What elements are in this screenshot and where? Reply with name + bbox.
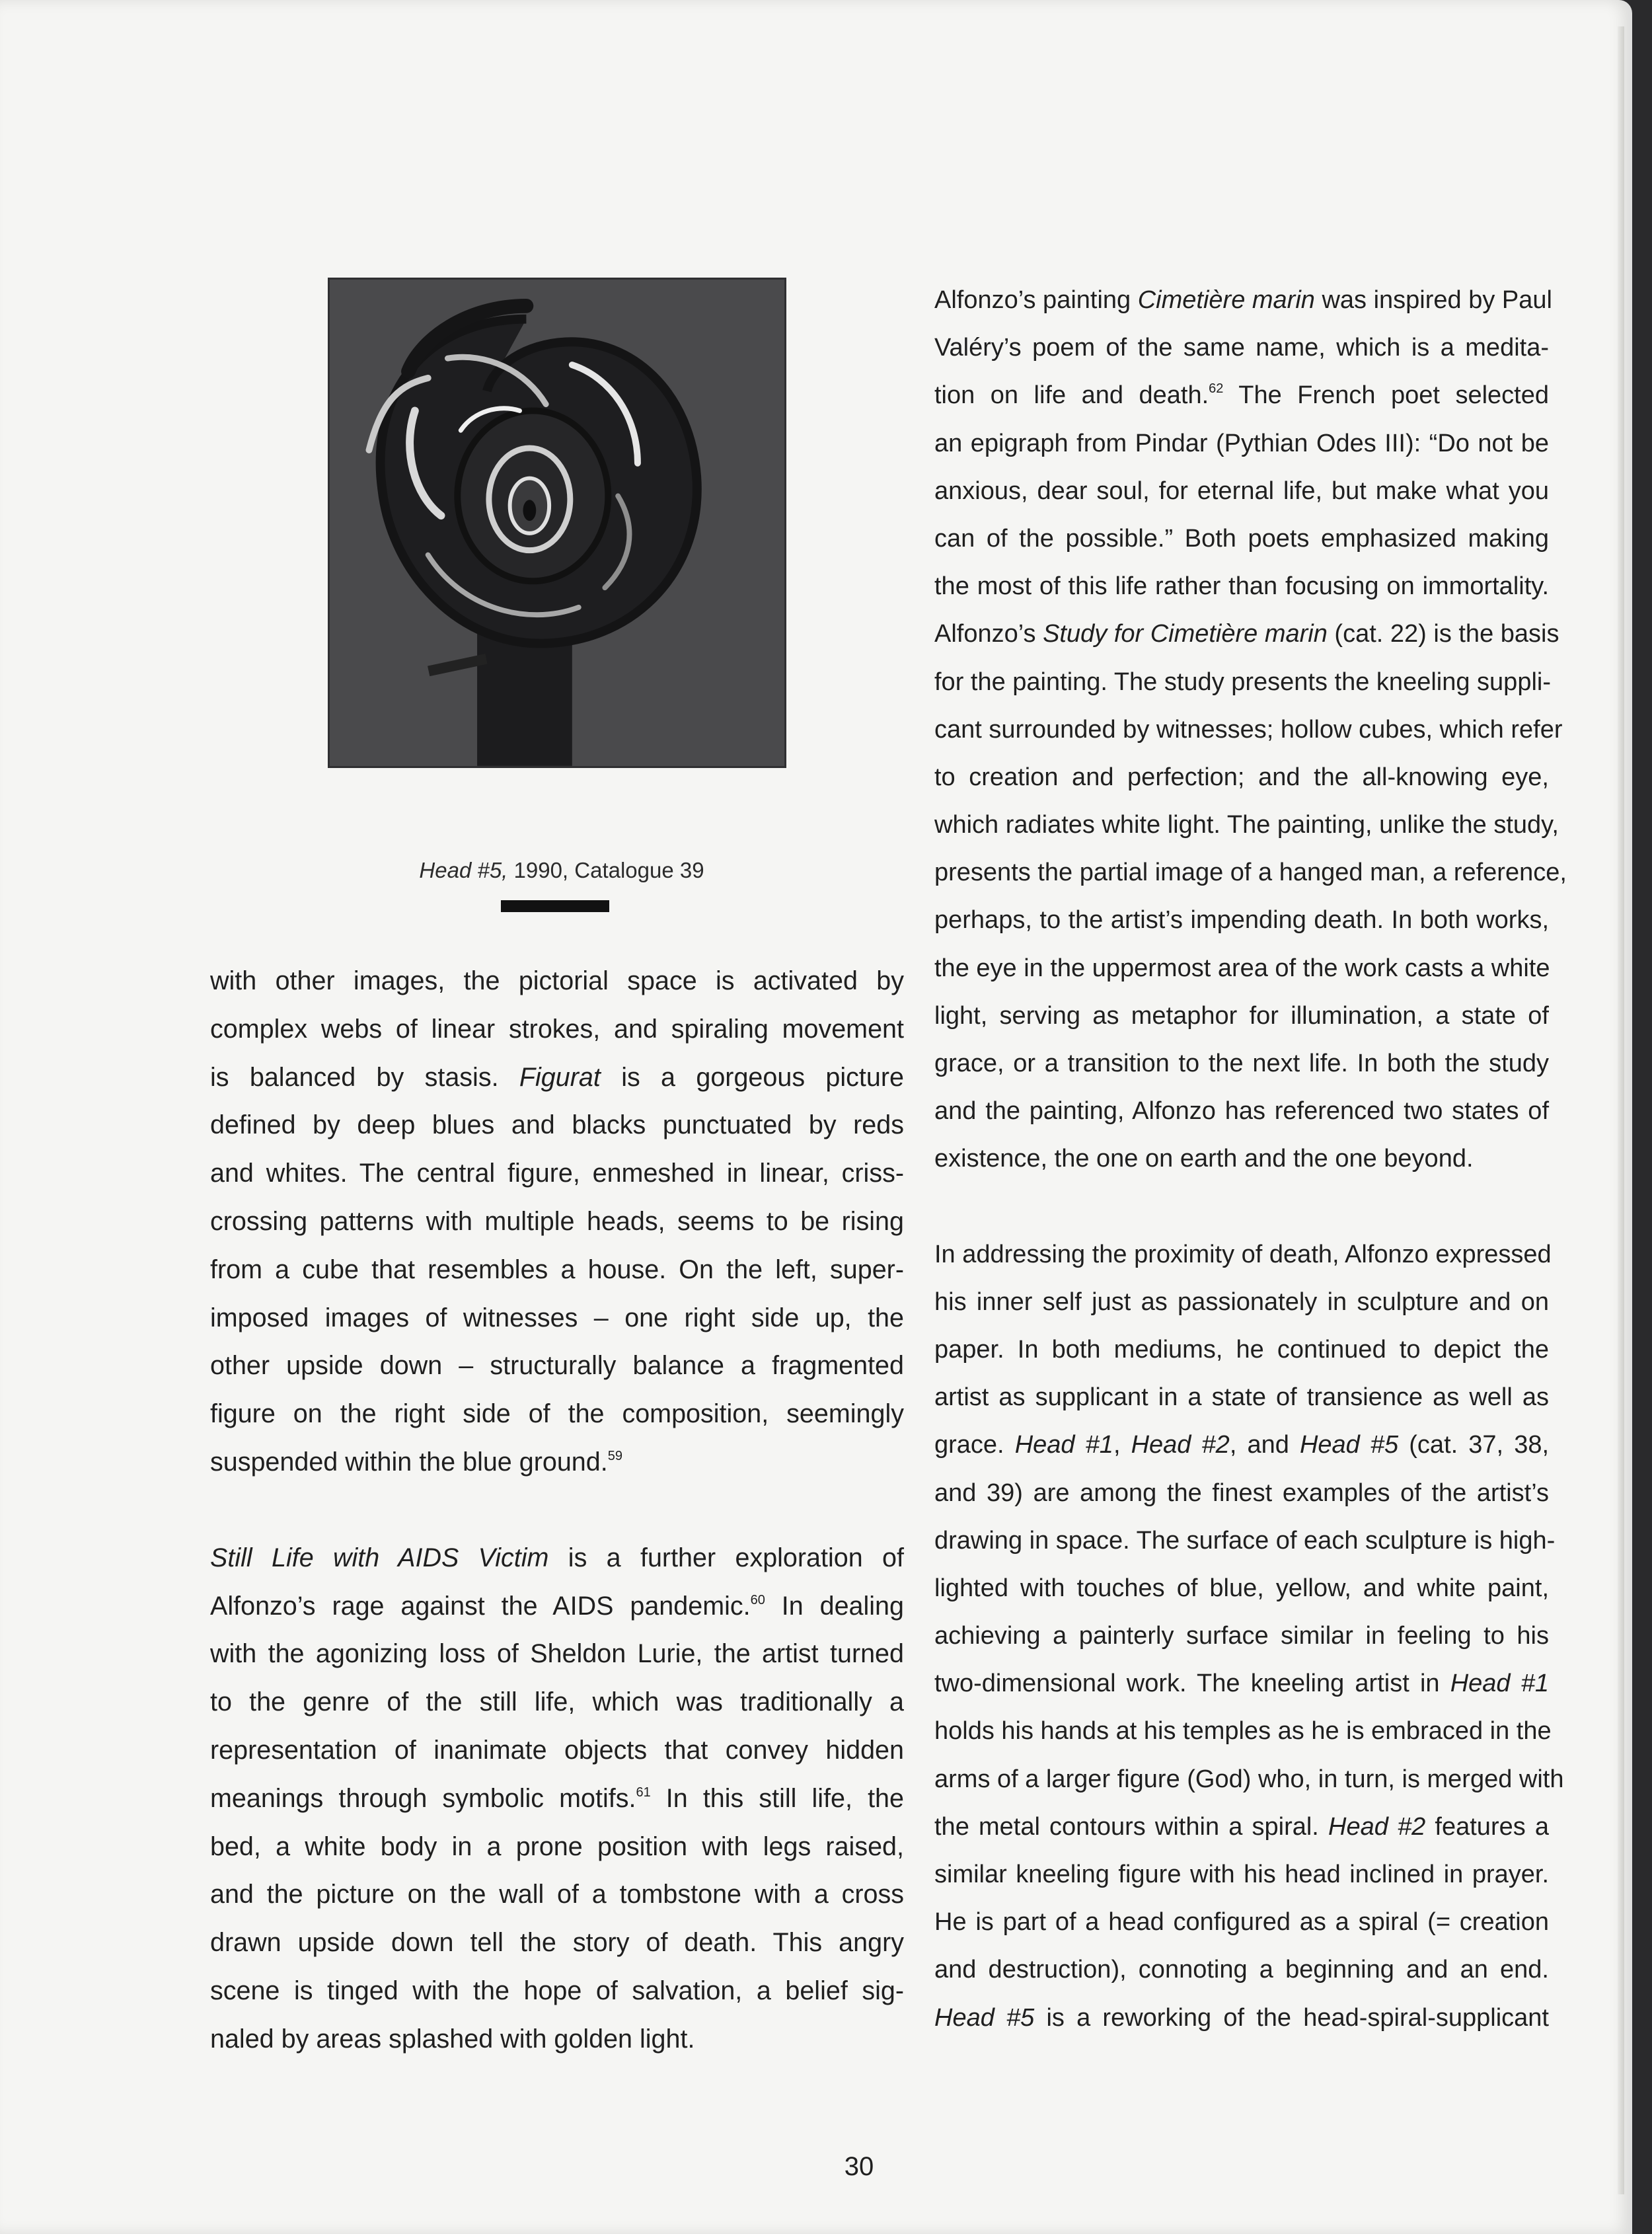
text-line: his inner self just as passionately in sculpture and on bbox=[934, 1288, 1549, 1316]
text-line: suspended within the blue ground.$^{59}$ bbox=[210, 1447, 622, 1477]
italic-title: Cimetière marin bbox=[1137, 286, 1315, 314]
text-line: representation of inanimate objects that convey hidden bbox=[210, 1735, 904, 1765]
text-line: the most of this life rather than focusing on immortality. bbox=[934, 572, 1549, 601]
text-line: with other images, the pictorial space is activated by bbox=[210, 966, 904, 995]
text-line: similar kneeling figure with his head inclined in prayer. bbox=[934, 1861, 1549, 1888]
text-line: which radiates white light. The painting, unlike the study, bbox=[934, 811, 1559, 839]
text-line: arms of a larger figure (God) who, in turn, is merged with bbox=[934, 1765, 1564, 1793]
text-line: and whites. The central figure, enmeshed in linear, criss- bbox=[210, 1159, 904, 1188]
text-line: In addressing the proximity of death, Alfonzo expressed bbox=[934, 1240, 1552, 1268]
text-line: meanings through symbolic motifs.$^{61}$ In this still life, the bbox=[210, 1783, 904, 1813]
text-line: from a cube that resembles a house. On the left, super- bbox=[210, 1254, 904, 1284]
text-line: light, serving as metaphor for illumination, a state of bbox=[934, 1001, 1549, 1030]
text-line: complex webs of linear strokes, and spiraling movement bbox=[210, 1014, 904, 1044]
footnote-ref: 61 bbox=[636, 1785, 651, 1800]
italic-title: Study for Cimetière marin bbox=[1043, 620, 1328, 648]
italic-title: Head #5 bbox=[934, 2003, 1035, 2032]
italic-title: Figurat bbox=[519, 1062, 601, 1092]
footnote-ref: 59 bbox=[607, 1448, 622, 1463]
head-sculpture-image bbox=[330, 280, 784, 766]
text-line: drawn upside down tell the story of death. This angry bbox=[210, 1928, 904, 1958]
text-line: an epigraph from Pindar (Pythian Odes III): “Do not be bbox=[934, 429, 1549, 457]
text-line: defined by deep blues and blacks punctuated by reds bbox=[210, 1110, 904, 1140]
text-line: to creation and perfection; and the all-knowing eye, bbox=[934, 763, 1549, 791]
text-line: Still Life with AIDS Victim is a further exploration of bbox=[210, 1543, 904, 1572]
right-text-column bbox=[934, 276, 1567, 2042]
right-paragraph-1 bbox=[934, 276, 1567, 1183]
text-line: the eye in the uppermost area of the work casts a white bbox=[934, 954, 1550, 982]
text-line: crossing patterns with multiple heads, seems to be rising bbox=[210, 1206, 904, 1236]
text-line: and the painting, Alfonzo has referenced two states of bbox=[934, 1097, 1549, 1126]
italic-title: Head #5 bbox=[1299, 1431, 1399, 1459]
text-line: bed, a white body in a prone position with legs raised, bbox=[210, 1831, 904, 1861]
italic-title: Head #1 bbox=[1450, 1670, 1549, 1698]
text-line: Valéry’s poem of the same name, which is a medita- bbox=[934, 334, 1549, 362]
text-line: perhaps, to the artist’s impending death. In both works, bbox=[934, 906, 1549, 935]
text-line: Alfonzo’s rage against the AIDS pandemic.$^{60}$ In dealing bbox=[210, 1591, 904, 1621]
text-line: presents the partial image of a hanged man, a reference, bbox=[934, 859, 1567, 887]
text-line: imposed images of witnesses – one right side up, the bbox=[210, 1303, 904, 1332]
text-line: lighted with touches of blue, yellow, and white paint, bbox=[934, 1574, 1549, 1602]
left-text-column bbox=[210, 957, 904, 2063]
italic-title: Still Life with AIDS Victim bbox=[210, 1543, 549, 1572]
text-line: scene is tinged with the hope of salvation, a belief sig- bbox=[210, 1976, 904, 2005]
text-line: paper. In both mediums, he continued to depict the bbox=[934, 1335, 1549, 1364]
text-line: artist as supplicant in a state of transience as well as bbox=[934, 1383, 1549, 1412]
figure-caption bbox=[278, 854, 846, 887]
text-line: naled by areas splashed with golden light. bbox=[210, 2024, 695, 2054]
left-paragraph-2 bbox=[210, 1534, 904, 2063]
text-line: other upside down – structurally balance a fragmented bbox=[210, 1351, 904, 1381]
footnote-ref: 60 bbox=[750, 1592, 765, 1607]
paragraph-spacer bbox=[934, 1183, 1549, 1231]
left-paragraph-1 bbox=[210, 957, 904, 1486]
sculpture-photo bbox=[328, 278, 786, 768]
text-line: and the picture on the wall of a tombstone with a cross bbox=[210, 1880, 904, 1909]
caption-rule bbox=[501, 900, 609, 912]
text-line: holds his hands at his temples as he is embraced in the bbox=[934, 1717, 1552, 1746]
text-line: and destruction), connoting a beginning and an end. bbox=[934, 1956, 1549, 1984]
text-line: grace, or a transition to the next life. In both the study bbox=[934, 1050, 1549, 1077]
text-line: Alfonzo’s painting Cimetière marin was inspired by Paul bbox=[934, 286, 1552, 314]
text-line: achieving a painterly surface similar in feeling to his bbox=[934, 1622, 1549, 1650]
text-line: Alfonzo’s Study for Cimetière marin (cat. 22) is the basis bbox=[934, 620, 1559, 648]
text-line: to the genre of the still life, which was traditionally a bbox=[210, 1687, 904, 1717]
text-line: grace. Head #1, Head #2, and Head #5 (cat. 37, 38, bbox=[934, 1431, 1550, 1459]
text-line: with the agonizing loss of Sheldon Lurie, the artist turned bbox=[210, 1639, 904, 1669]
page-edge bbox=[1618, 26, 1624, 2194]
paragraph-spacer bbox=[210, 1486, 904, 1534]
caption-details: 1990, Catalogue 39 bbox=[507, 858, 704, 882]
text-line: tion on life and death.$^{62}$ The French poet selected bbox=[934, 381, 1549, 410]
text-line: anxious, dear soul, for eternal life, but make what you bbox=[934, 477, 1549, 505]
text-line: and 39) are among the finest examples of the artist’s bbox=[934, 1479, 1549, 1507]
right-paragraph-2 bbox=[934, 1231, 1564, 2042]
page-number: 30 bbox=[844, 2152, 874, 2181]
text-line: figure on the right side of the composition, seemingly bbox=[210, 1399, 904, 1429]
text-line: He is part of a head configured as a spiral (= creation bbox=[934, 1908, 1549, 1937]
text-line: two-dimensional work. The kneeling artist in Head #1 bbox=[934, 1670, 1549, 1698]
caption-title: Head #5, bbox=[419, 858, 508, 882]
text-line: is balanced by stasis. Figurat is a gorgeous picture bbox=[210, 1062, 904, 1092]
text-line: can of the possible.” Both poets emphasized making bbox=[934, 524, 1549, 553]
text-line: Head #5 is a reworking of the head-spiral-supplicant bbox=[934, 2003, 1549, 2032]
text-line: drawing in space. The surface of each sculpture is high- bbox=[934, 1526, 1556, 1555]
text-line: the metal contours within a spiral. Head #2 features a bbox=[934, 1812, 1550, 1841]
italic-title: Head #1 bbox=[1014, 1431, 1113, 1459]
italic-title: Head #2 bbox=[1131, 1431, 1230, 1459]
italic-title: Head #2 bbox=[1328, 1812, 1426, 1841]
text-line: for the painting. The study presents the kneeling suppli- bbox=[934, 668, 1551, 696]
footnote-ref: 62 bbox=[1209, 381, 1224, 397]
text-line: cant surrounded by witnesses; hollow cubes, which refer bbox=[934, 715, 1563, 744]
text-line: existence, the one on earth and the one beyond. bbox=[934, 1145, 1474, 1173]
